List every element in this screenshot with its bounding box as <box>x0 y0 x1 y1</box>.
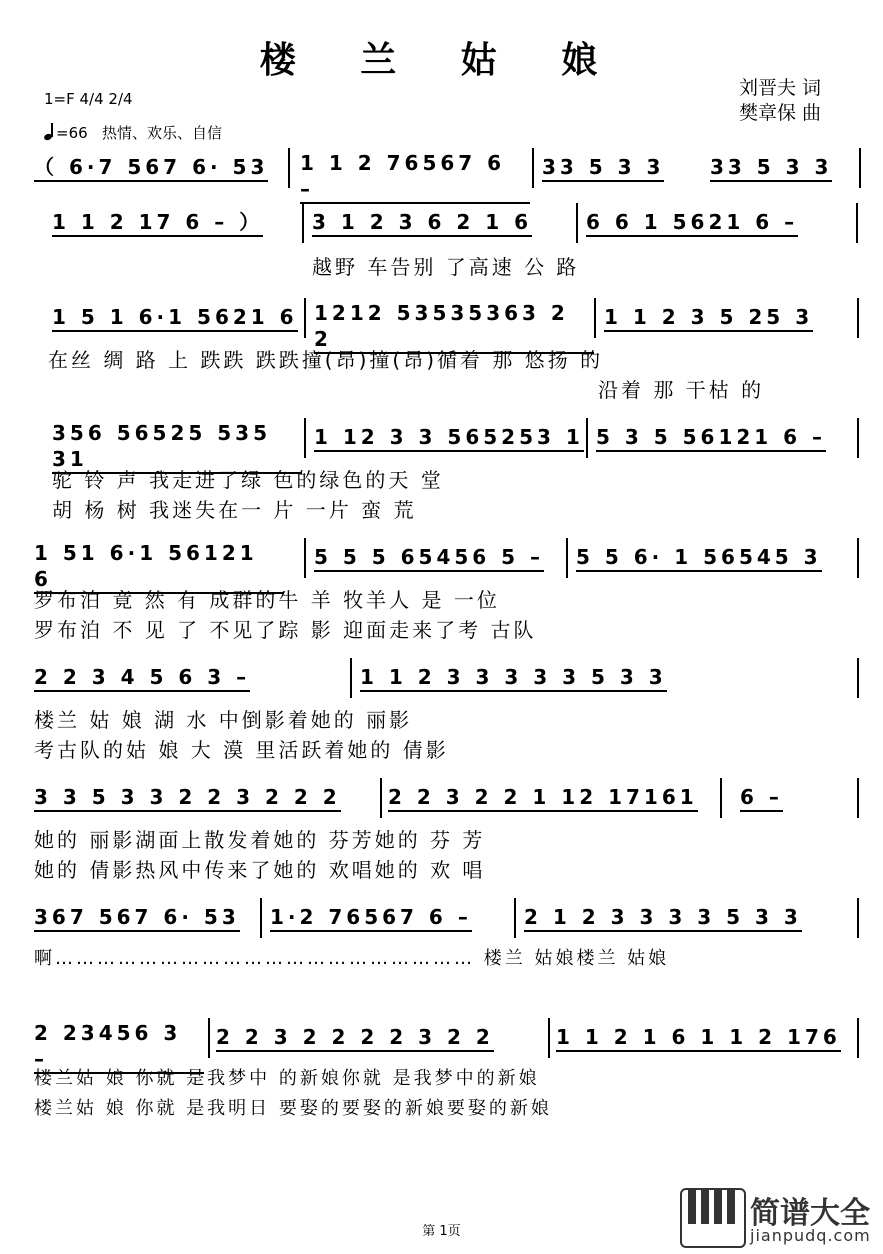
lyric-line: 越野 车告别 了高速 公 路 <box>312 255 580 279</box>
lyric-line: 沿着 那 干枯 的 <box>598 378 765 402</box>
lyric-line: 考古队的姑 娘 大 漠 里活跃着她的 倩影 <box>34 738 449 762</box>
measure: 367 567 6· 53 <box>34 900 258 934</box>
bar-line <box>260 898 262 938</box>
measure: 1212 53535363 2 2 <box>314 300 594 334</box>
lyric-line: 她的 倩影热风中传来了她的 欢唱她的 欢 唱 <box>34 858 486 882</box>
measure: （ 6·7 567 6· 53 <box>34 150 284 184</box>
measure: 2 1 2 3 3 3 3 5 3 3 <box>524 900 854 934</box>
tempo-line <box>44 122 222 143</box>
bar-line <box>304 298 306 338</box>
measure: 1 5 1 6·1 5621 6 <box>52 300 302 334</box>
composer: 樊章保 曲 <box>738 102 821 124</box>
measure: 3 1 2 3 6 2 1 6 <box>312 205 572 239</box>
bar-line <box>857 658 859 698</box>
key-signature: 1=F 4/4 2/4 <box>44 90 133 108</box>
lyric-line: 胡 杨 树 我迷失在一 片 一片 蛮 荒 <box>52 498 417 522</box>
measure: 6 6 1 5621 6 – <box>586 205 816 239</box>
measure: 2 2 3 2 2 1 12 17161 <box>388 780 718 814</box>
bar-line <box>576 203 578 243</box>
bar-line <box>566 538 568 578</box>
lyric-line: 在丝 绸 路 上 跌跌 跌跌撞(昂)撞(昂)循着 那 悠扬 的 <box>48 348 604 372</box>
measure: 2 2 3 4 5 6 3 – <box>34 660 324 694</box>
lyric-line: 她的 丽影湖面上散发着她的 芬芳她的 芬 芳 <box>34 828 486 852</box>
credits <box>739 76 821 126</box>
bar-line <box>857 538 859 578</box>
measure: 1 1 2 76567 6 – <box>300 150 530 184</box>
site-logo <box>680 1188 875 1248</box>
bar-line <box>380 778 382 818</box>
bar-line <box>548 1018 550 1058</box>
tempo: =66 <box>56 124 88 142</box>
bar-line <box>532 148 534 188</box>
measure: 1 51 6·1 56121 6 <box>34 540 284 574</box>
piano-keys-icon <box>680 1188 746 1248</box>
lyric-line: 罗布泊 不 见 了 不见了踪 影 迎面走来了考 古队 <box>34 618 537 642</box>
bar-line <box>208 1018 210 1058</box>
measure: 1·2 76567 6 – <box>270 900 510 934</box>
mood: 热情、欢乐、自信 <box>101 124 222 142</box>
bar-line <box>857 418 859 458</box>
bar-line <box>350 658 352 698</box>
measure: 5 5 5 65456 5 – <box>314 540 564 574</box>
measure: 3 3 5 3 3 2 2 3 2 2 2 <box>34 780 374 814</box>
measure: 2 23456 3 – <box>34 1020 204 1054</box>
measure: 33 5 3 3 <box>542 150 692 184</box>
measure: 1 1 2 1 6 1 1 2 176 <box>556 1020 856 1054</box>
bar-line <box>720 778 722 818</box>
bar-line <box>288 148 290 188</box>
lyric-line: 楼兰姑 娘 你就 是我明日 要娶的要娶的新娘要娶的新娘 <box>34 1098 552 1119</box>
bar-line <box>514 898 516 938</box>
lyric-line: 啊…………………………………………………… 楼兰 姑娘楼兰 姑娘 <box>34 948 670 969</box>
measure: 6 – <box>740 780 840 814</box>
bar-line <box>857 298 859 338</box>
measure: 1 1 2 3 3 3 3 3 5 3 3 <box>360 660 840 694</box>
bar-line <box>857 898 859 938</box>
lyric-line: 罗布泊 竟 然 有 成群的牛 羊 牧羊人 是 一位 <box>34 588 500 612</box>
bar-line <box>304 538 306 578</box>
bar-line <box>304 418 306 458</box>
measure: 33 5 3 3 <box>710 150 860 184</box>
bar-line <box>594 298 596 338</box>
lyricist: 刘晋夫 词 <box>738 77 821 99</box>
measure: 1 12 3 3 565253 1 <box>314 420 584 454</box>
quarter-note-icon <box>44 124 54 140</box>
bar-line <box>857 1018 859 1058</box>
bar-line <box>586 418 588 458</box>
bar-line <box>856 203 858 243</box>
measure: 2 2 3 2 2 2 2 3 2 2 <box>216 1020 546 1054</box>
measure: 5 5 6· 1 56545 3 <box>576 540 854 574</box>
bar-line <box>859 148 861 188</box>
measure: 356 56525 535 31 <box>52 420 302 454</box>
lyric-line: 驼 铃 声 我走进了绿 色的绿色的天 堂 <box>52 468 444 492</box>
logo-url: jianpudq.com <box>750 1226 871 1245</box>
page-number: 第 1页 <box>422 1224 461 1239</box>
measure: 5 3 5 56121 6 – <box>596 420 846 454</box>
bar-line <box>302 203 304 243</box>
measure: 1 1 2 17 6 – ） <box>52 205 302 239</box>
bar-line <box>857 778 859 818</box>
lyric-line: 楼兰姑 娘 你就 是我梦中 的新娘你就 是我梦中的新娘 <box>34 1068 540 1089</box>
lyric-line: 楼兰 姑 娘 湖 水 中倒影着她的 丽影 <box>34 708 413 732</box>
song-title: 楼 兰 姑 娘 <box>259 39 624 81</box>
measure: 1 1 2 3 5 25 3 <box>604 300 854 334</box>
logo-name: 简谱大全 <box>750 1196 870 1231</box>
